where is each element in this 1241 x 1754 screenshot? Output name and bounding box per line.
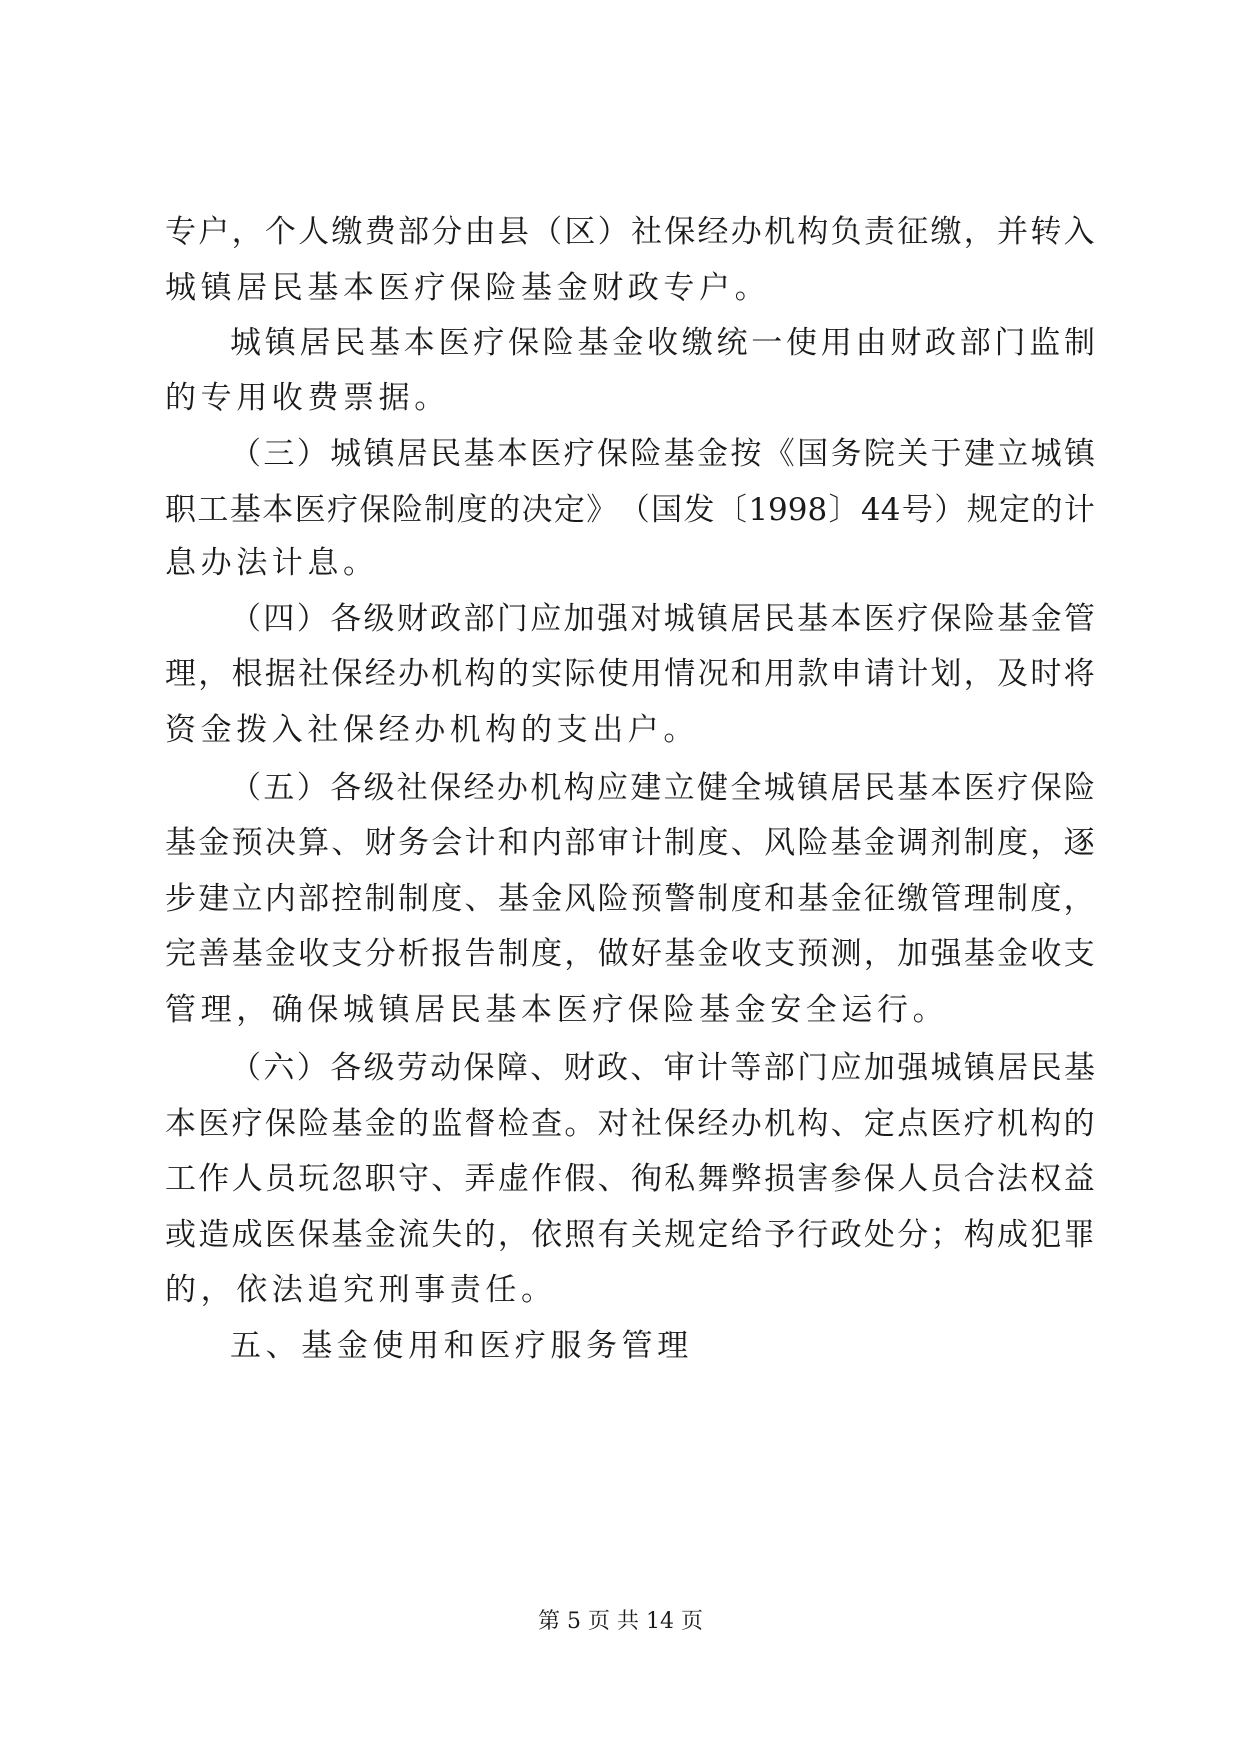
text-line: 工 作 人 员 玩 忽 职 守 、 弄 虚 作 假 、 徇 私 舞 弊 损 害 参 保 人 员 合 法 权 益: [165, 1161, 1095, 1197]
text-line: （ 四 ） 各 级 财 政 部 门 应 加 强 对 城 镇 居 民 基 本 医 疗 保 险 基 金 管: [230, 601, 1095, 637]
text-line: （ 三 ） 城 镇 居 民 基 本 医 疗 保 险 基 金 按 《 国 务 院 关 于 建 立 城 镇: [230, 436, 1095, 472]
text-line: （ 五 ） 各 级 社 保 经 办 机 构 应 建 立 健 全 城 镇 居 民 基 本 医 疗 保 险: [230, 770, 1095, 806]
text-line: 专 户 ， 个 人 缴 费 部 分 由 县 （ 区 ） 社 保 经 办 机 构 负 责 征 缴 ， 并 转 入: [165, 214, 1095, 250]
text-line: 的专用收费票据。: [165, 380, 450, 416]
page-footer: 第 5 页 共 14 页: [538, 1609, 703, 1634]
text-line: 理 ， 根 据 社 保 经 办 机 构 的 实 际 使 用 情 况 和 用 款 申 请 计 划 ， 及 时 将: [165, 656, 1095, 692]
text-line: 完 善 基 金 收 支 分 析 报 告 制 度 ， 做 好 基 金 收 支 预 测 ， 加 强 基 金 收 支: [165, 936, 1095, 972]
text-line: 职 工 基 本 医 疗 保 险 制 度 的 决 定 》 （ 国 发 〔 1998 〕 44 号 ） 规 定 的 计: [165, 492, 1095, 528]
text-line: 城 镇 居 民 基 本 医 疗 保 险 基 金 收 缴 统 一 使 用 由 财 政 部 门 监 制: [230, 325, 1095, 361]
text-line: 息办法计息。: [165, 545, 379, 581]
text-line: 的，依法追究刑事责任。: [165, 1272, 557, 1308]
text-line: （ 六 ） 各 级 劳 动 保 障 、 财 政 、 审 计 等 部 门 应 加 强 城 镇 居 民 基: [230, 1050, 1095, 1086]
text-line: 管理，确保城镇居民基本医疗保险基金安全运行。: [165, 992, 949, 1028]
text-line: 基 金 预 决 算 、 财 务 会 计 和 内 部 审 计 制 度 、 风 险 基 金 调 剂 制 度 ， 逐: [165, 825, 1095, 861]
text-line: 或 造 成 医 保 基 金 流 失 的 ， 依 照 有 关 规 定 给 予 行 政 处 分 ； 构 成 犯 罪: [165, 1217, 1095, 1253]
text-line: 五、基金使用和医疗服务管理: [230, 1328, 693, 1364]
text-line: 资金拨入社保经办机构的支出户。: [165, 712, 699, 748]
text-line: 本 医 疗 保 险 基 金 的 监 督 检 查 。 对 社 保 经 办 机 构 、 定 点 医 疗 机 构 的: [165, 1106, 1095, 1142]
text-line: 城镇居民基本医疗保险基金财政专户。: [165, 270, 771, 306]
text-line: 步 建 立 内 部 控 制 制 度 、 基 金 风 险 预 警 制 度 和 基 金 征 缴 管 理 制 度 ，: [165, 881, 1095, 917]
